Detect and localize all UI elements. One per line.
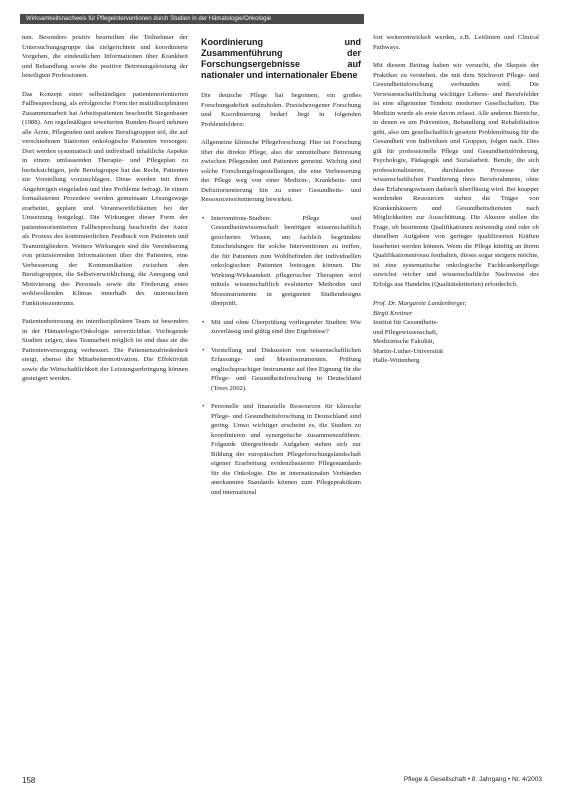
column-left — [22, 33, 188, 393]
affiliation-line: Martin-Luther-Universität — [373, 347, 444, 355]
paragraph: Mit diesem Beitrag haben wir versucht, die Skepsis der Praktiker zu verstehen, die mit dem Stichwort Pflege- und Gesundheitsforschung verbunden wird. Die Verwissenschaftlichung wichtiger Lebens- und Berufsfelder ist eine allgemeine Tendenz moderner Gesellschaften. Die Medizin wurde als erste davon erfasst. Alle anderen Bereiche, in denen es um Prävention, Behandlung und Rehabilitation geht, also um gesellschaftlich gesetzte Problemlösung für die Gesundheit von Individuen und Gruppen, folgen nach. Dies gilt für professionelle Pflege und Gesundheitsförderung, Psychologie, Pädagogik und Sozialarbeit. Berufe, die sich professionalisieren, durchlaufen Prozesse der wissenschaftlichen Fundierung ihres Berufsrahmens, ohne dass Erfahrungswissen dadurch überflüssig wird. Bei knapper werdenden Ressourcen stehen die Träger von Krankenhäusern und Gesundheitsdiensten nach Möglichkeiten zur Ausschüttung. Die Akteure stellen die Frage, ob bestimmte Qualifikationen notwendig sind oder ob dieselben Aufgaben von geringer qualifizierten Kräften bearbeitet werden können. Wenn die Pflege künftig an ihrem Qualifikationsniveau festhalten, dieses sogar steigern möchte, ist eine systematische onkologische Fachkrankenpflege zuwichst reicher und wissenschaftliche Nachweise des Erfolgs aus Handelns (Qualitätskriterien) erforderlich. — [373, 62, 539, 288]
paragraph: nen. Besonders positiv beurteilten die Teilnehmer der Untersuchungsgruppe das zielgerichtete und koordinierte Vorgehen, die eindeutlichen Informationen über Krankheit und Behandlung sowie die positive Betreuungsleistung der beteiligten Professionen. — [22, 34, 188, 79]
paragraph: Das Konzept einer selbständigen patientenorientierten Fallbesprechung, als erfolgreiche Form der multidisziplinären Zusammenarbeit hat Arbeitspatienten beschreibt Siegenbauer (1988). Am regelmäßigen erweiterten Runden-Board nehmen alle Ärzte, Pflegenden und andere Berufsgruppen teil, die auf verschiedenen Stationen onkologische Patienten versorgen. Dort werden systematisch und individuell inhaltliche Aspekte in einem umfassenden Therapie- und Pflegeplan zu berücksichtigen, jede Berufsgruppe hat das Recht, Patienten zur Vorstellung vorzuschlagen. Diese werden mit ihren Angehörigen eingeladen und ihre Probleme befragt. In einem formalisierten Prozedere werden gemeinsam Lösungswege erarbeitet, geplant und Verantwortlichkeiten bei der Umsetzung festgelegt. Die Wirkungen dieser Form der patientenorientierten Fallbesprechung beschreibt der Autor als Prozess des kontinuierlichen Feedback von Patienten und Teammitgliedern. Weitere Wirkungen sind die Vereinbarung von präzisierenden Informationen über die Patienten, eine Verbesserung der Kommunikation zwischen den Berufsgruppen, die Selbstverwirklichung, die Anregung und Motivierung des Personals sowie die Förderung eines wohlwollenden Klimas innerhalb des untersuchten Funktionszentrums. — [22, 90, 188, 307]
list-item: • Interventions-Studien: Pflege und Gesundheitswissenschaft benötigen wissenschaftlich gesichertes Wissen, um fachlich begründete Entscheidungen für solche Interventionen zu treffen, die für Patienten zum Wohlbefinden der individuellen onkologischen Patienten beitragen können. Die Wirkung/Wirksamkeit pflegerischer Therapien wird mittels wissenschaftlich evaluierter Methoden und Messinstrumente in geeigneten Studiendesigns überprüft. — [211, 214, 361, 309]
list-item: • Mit und ohne Überprüfung vorliegender Studien: Wie zuverlässig und gültig sind ihre Ergebnisse? — [211, 318, 361, 337]
running-header: Wirksamkeitsnachweis für Pflegeinterventionen durch Studien in der Hämatologie/Onkologie — [20, 14, 364, 24]
section-heading: Koordinierung und Zusammenführung der Forschungsergebnisse auf nationaler und internationaler Ebene — [201, 37, 361, 80]
column-middle — [201, 37, 361, 506]
affiliation-line: und Pflegewissenschaft, — [373, 328, 438, 336]
author-block — [373, 299, 539, 366]
affiliation-line: Medizinische Fakultät, — [373, 338, 435, 345]
bullet-list — [201, 214, 361, 498]
paragraph: Patientenbetreuung im interdisziplinären Team ist besonders in der Hämatologie/Onkologie unverzichtbar. Vorliegende Studien zeigen, dass Teamarbeit möglich ist und dass sie die Patientenversorgung verbessert. Die Patientenzufriedenheit steigt, ebenso die Mitarbeitermotivation. Die Effektivität sowie die Wirtschaftlichkeit der Leistungserbringung können gesteigert werden. — [22, 318, 188, 382]
page-number: 158 — [22, 776, 36, 785]
paragraph: Die deutsche Pflege hat begonnen, ein großes Forschungsdefizit aufzuholen. Praxisbezogener Forschung und Koordinierung bedarf liegt in folgenden Problemfeldern: — [201, 92, 361, 128]
affiliation-line: Halle-Wittenberg — [373, 357, 420, 364]
paragraph: fort weiterentwickelt werden, z.B. Leitlinien und Clinical Pathways. — [373, 34, 539, 51]
affiliation-line: Institut für Gesundheits- — [373, 319, 439, 326]
list-item: • Vorstellung und Diskussion von wissenschaftlichen Erfassungs- und Messinstrumenten. Prüfung englischsprachiger Instrumente auf ihre Eignung für die Pflege- und Gesundheitsforschung in Deutschland (Trees 2002). — [211, 346, 361, 394]
author-name: Birgit Kreitner — [373, 309, 413, 317]
list-item: • Personelle und finanzielle Ressourcen für klinische Pflege- und Gesundheitsforschung in Deutschland sind gering. Umso wichtiger erscheint es, die Studien zu koordinieren und synergetische zusammenzuführen. Folgende übergreifende Aufgaben stehen sich zur Bildung der europäischen Pflegeforschungslandschaft eigener Erarbeitung evidenzbasierter Pflegestandards für die Onkologie. Die in internationalen Verbänden anerkannten Standards können zum Pflegepraktikum und international — [211, 402, 361, 497]
paragraph: Allgemeine klinische Pflegeforschung: Hier ist Forschung über die direkte Pflege, also die unmittelbare Betreuung zwischen Pflegenden und Patienten gemeint. Wichtig sind solche Forschungsfragestellungen, die eine Verbesserung der Pflege weg von einer Medizin-, Krankheits- und Defizitorientierung hin zu einer Gesundheits- und Ressourcenorientierung bewirken. — [201, 139, 361, 203]
column-right — [373, 33, 539, 366]
author-name: Prof. Dr. Margarete Landenberger, — [373, 300, 467, 307]
journal-footer: Pflege & Gesellschaft • 8. Jahrgang • Nr. 4/2003 — [403, 776, 542, 783]
